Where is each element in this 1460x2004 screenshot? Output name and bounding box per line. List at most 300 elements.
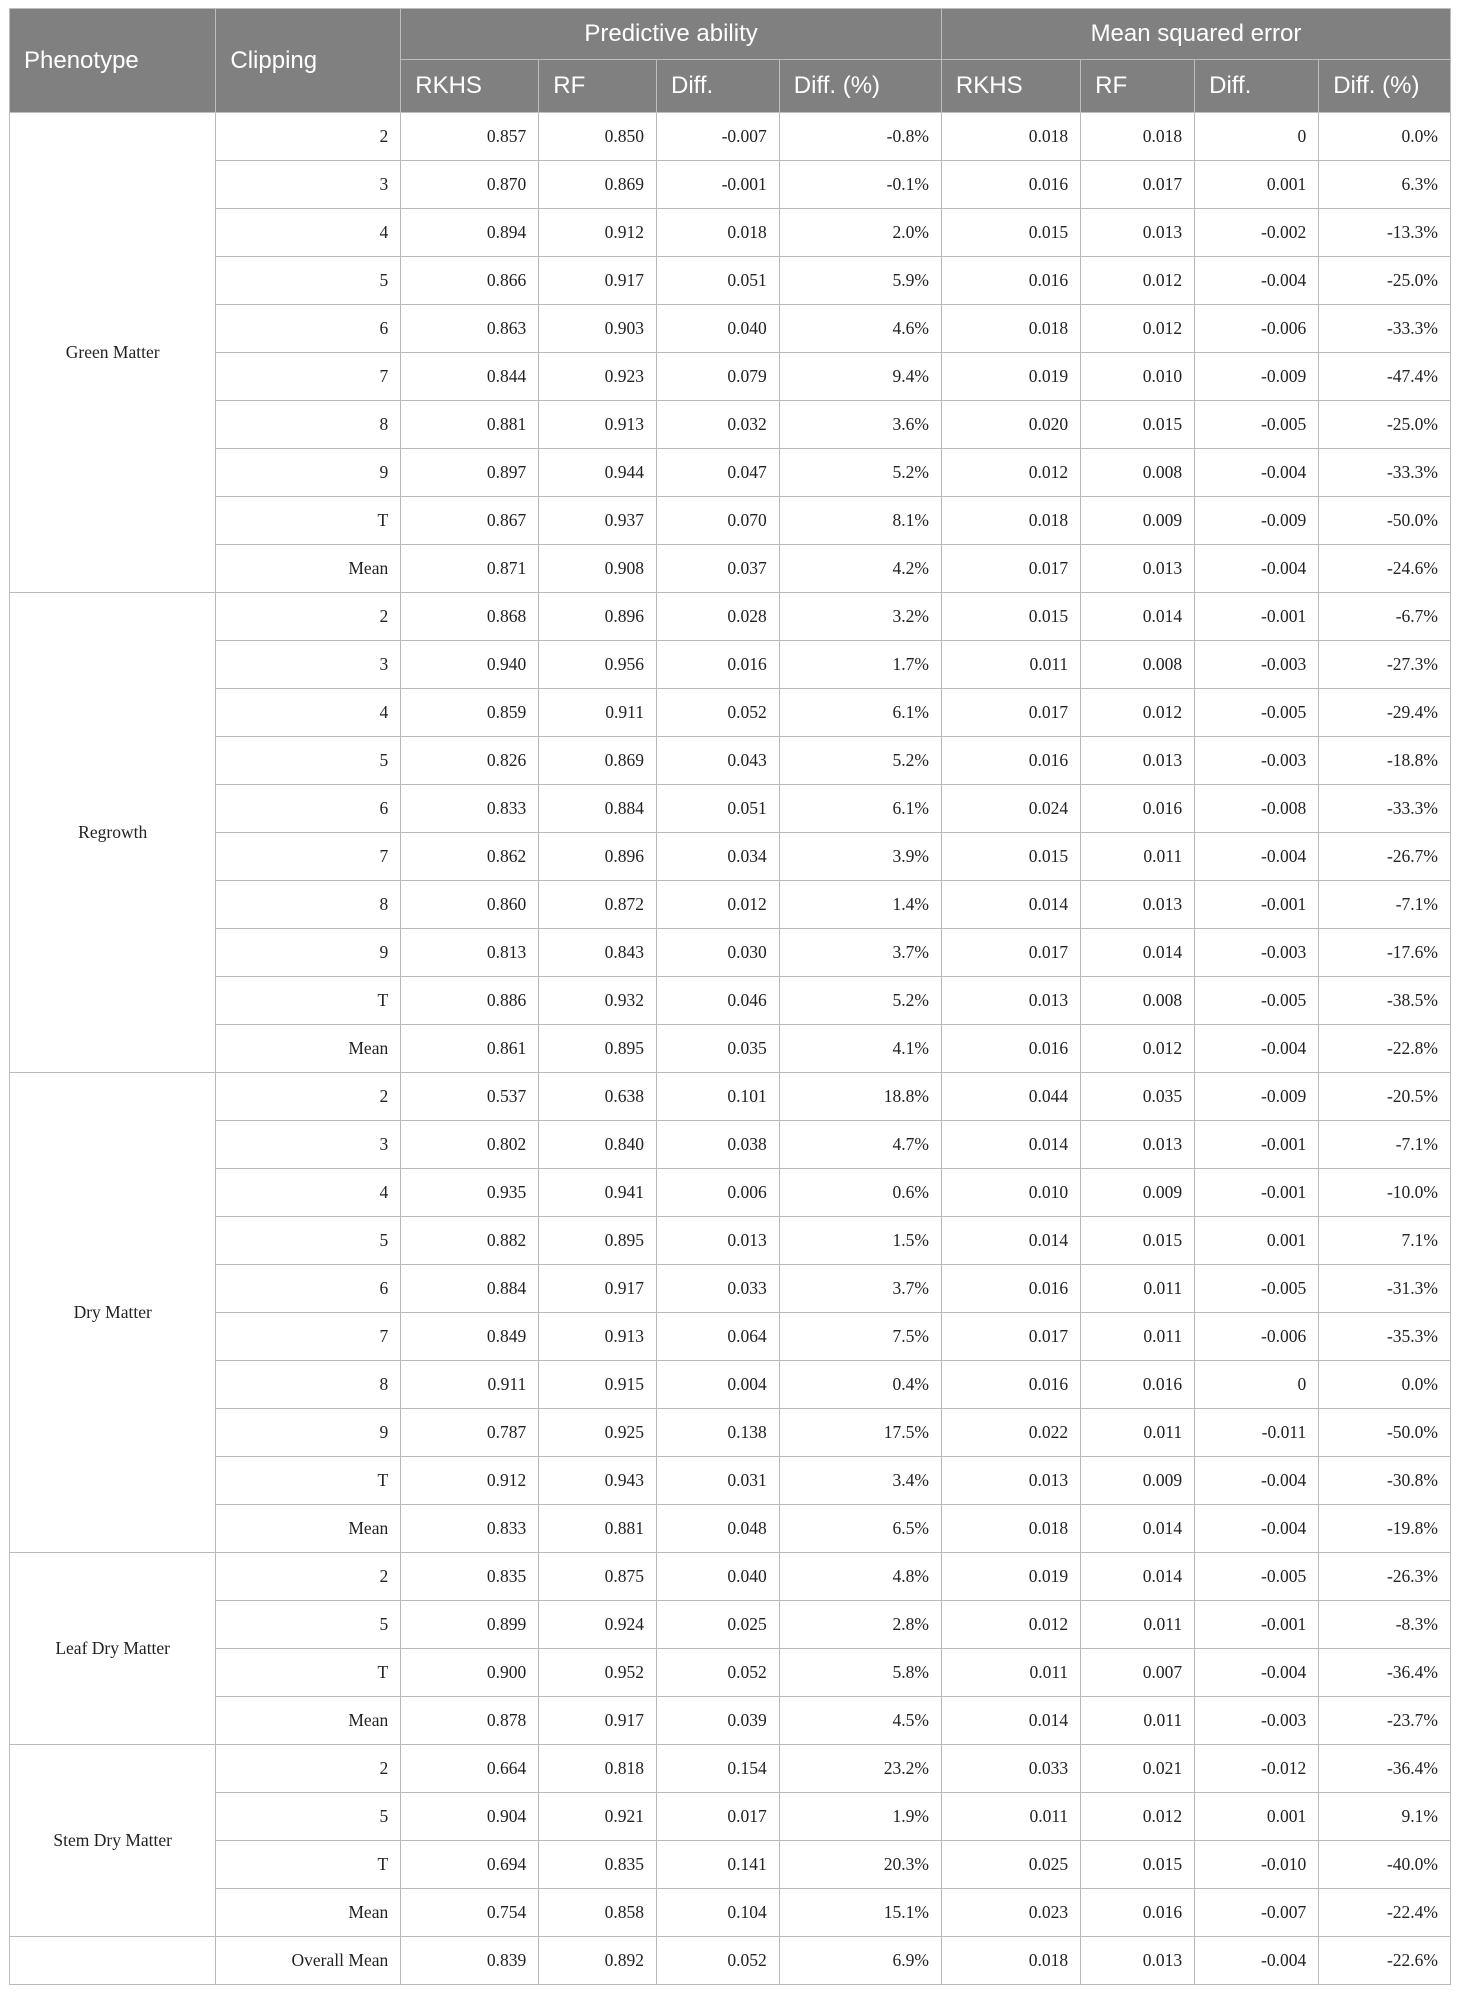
- pa-diff-cell: 0.040: [656, 1553, 779, 1601]
- header-mse-diff-pct: Diff. (%): [1319, 60, 1451, 113]
- pa-rf-cell: 0.895: [539, 1217, 657, 1265]
- mse-rf-cell: 0.017: [1081, 161, 1195, 209]
- mse-rf-cell: 0.009: [1081, 1457, 1195, 1505]
- pa-rkhs-cell: 0.787: [401, 1409, 539, 1457]
- pa-diff-pct-cell: 3.9%: [779, 833, 941, 881]
- pa-rkhs-cell: 0.849: [401, 1313, 539, 1361]
- table-row: [10, 1793, 1451, 1841]
- mse-rkhs-cell: 0.010: [941, 1169, 1080, 1217]
- pa-rkhs-cell: 0.897: [401, 449, 539, 497]
- pa-diff-pct-cell: 5.8%: [779, 1649, 941, 1697]
- pa-rf-cell: 0.881: [539, 1505, 657, 1553]
- mse-rf-cell: 0.015: [1081, 1841, 1195, 1889]
- table-row: [10, 1025, 1451, 1073]
- clipping-cell: 5: [216, 1601, 401, 1649]
- pa-rf-cell: 0.835: [539, 1841, 657, 1889]
- pa-rkhs-cell: 0.694: [401, 1841, 539, 1889]
- pa-rf-cell: 0.915: [539, 1361, 657, 1409]
- pa-rkhs-cell: 0.866: [401, 257, 539, 305]
- pa-diff-cell: 0.154: [656, 1745, 779, 1793]
- table-row: [10, 1889, 1451, 1937]
- mse-rkhs-cell: 0.015: [941, 833, 1080, 881]
- header-mean-squared-error: Mean squared error: [941, 9, 1450, 60]
- mse-diff-pct-cell: -33.3%: [1319, 305, 1451, 353]
- mse-diff-cell: 0.001: [1195, 161, 1319, 209]
- pa-diff-cell: 0.047: [656, 449, 779, 497]
- pa-diff-pct-cell: 23.2%: [779, 1745, 941, 1793]
- pa-diff-pct-cell: 4.2%: [779, 545, 941, 593]
- mse-diff-pct-cell: -26.7%: [1319, 833, 1451, 881]
- pa-diff-cell: 0.040: [656, 305, 779, 353]
- pa-rf-cell: 0.884: [539, 785, 657, 833]
- pa-diff-pct-cell: 6.1%: [779, 785, 941, 833]
- mse-rkhs-cell: 0.018: [941, 113, 1080, 161]
- pa-rf-cell: 0.840: [539, 1121, 657, 1169]
- pa-diff-pct-cell: -0.1%: [779, 161, 941, 209]
- mse-rf-cell: 0.012: [1081, 689, 1195, 737]
- pa-rf-cell: 0.917: [539, 257, 657, 305]
- table-row: [10, 1121, 1451, 1169]
- pa-diff-cell: 0.037: [656, 545, 779, 593]
- mse-rf-cell: 0.014: [1081, 593, 1195, 641]
- mse-rf-cell: 0.014: [1081, 929, 1195, 977]
- mse-diff-cell: -0.004: [1195, 1937, 1319, 1985]
- table-row: [10, 689, 1451, 737]
- mse-rf-cell: 0.016: [1081, 785, 1195, 833]
- pa-diff-cell: 0.048: [656, 1505, 779, 1553]
- mse-diff-pct-cell: -6.7%: [1319, 593, 1451, 641]
- pa-diff-pct-cell: 7.5%: [779, 1313, 941, 1361]
- mse-rkhs-cell: 0.016: [941, 737, 1080, 785]
- header-mse-rkhs: RKHS: [941, 60, 1080, 113]
- mse-rf-cell: 0.013: [1081, 1937, 1195, 1985]
- pa-diff-cell: 0.052: [656, 1937, 779, 1985]
- pa-rkhs-cell: 0.882: [401, 1217, 539, 1265]
- pa-diff-pct-cell: 6.1%: [779, 689, 941, 737]
- pa-diff-pct-cell: 1.9%: [779, 1793, 941, 1841]
- pa-rf-cell: 0.925: [539, 1409, 657, 1457]
- phenotype-cell: Leaf Dry Matter: [10, 1553, 216, 1745]
- table-row: [10, 257, 1451, 305]
- pa-diff-cell: 0.043: [656, 737, 779, 785]
- mse-rkhs-cell: 0.013: [941, 1457, 1080, 1505]
- pa-rf-cell: 0.932: [539, 977, 657, 1025]
- pa-rkhs-cell: 0.802: [401, 1121, 539, 1169]
- mse-diff-pct-cell: -35.3%: [1319, 1313, 1451, 1361]
- clipping-cell: Mean: [216, 1505, 401, 1553]
- mse-diff-cell: -0.004: [1195, 1025, 1319, 1073]
- mse-diff-cell: -0.001: [1195, 593, 1319, 641]
- pa-rkhs-cell: 0.826: [401, 737, 539, 785]
- clipping-cell: T: [216, 1457, 401, 1505]
- table-row: [10, 593, 1451, 641]
- pa-diff-pct-cell: -0.8%: [779, 113, 941, 161]
- mse-rkhs-cell: 0.013: [941, 977, 1080, 1025]
- clipping-cell: 5: [216, 737, 401, 785]
- mse-diff-pct-cell: -13.3%: [1319, 209, 1451, 257]
- pa-diff-cell: 0.018: [656, 209, 779, 257]
- pa-rkhs-cell: 0.871: [401, 545, 539, 593]
- clipping-cell: 3: [216, 641, 401, 689]
- pa-rf-cell: 0.638: [539, 1073, 657, 1121]
- pa-diff-pct-cell: 0.6%: [779, 1169, 941, 1217]
- mse-rkhs-cell: 0.019: [941, 1553, 1080, 1601]
- pa-rf-cell: 0.896: [539, 593, 657, 641]
- pa-diff-cell: 0.017: [656, 1793, 779, 1841]
- table-row: [10, 545, 1451, 593]
- mse-rkhs-cell: 0.011: [941, 1649, 1080, 1697]
- mse-rkhs-cell: 0.015: [941, 593, 1080, 641]
- pa-diff-pct-cell: 4.8%: [779, 1553, 941, 1601]
- table-row: [10, 1505, 1451, 1553]
- table-row: [10, 1169, 1451, 1217]
- clipping-cell: T: [216, 1649, 401, 1697]
- mse-rkhs-cell: 0.020: [941, 401, 1080, 449]
- mse-rkhs-cell: 0.033: [941, 1745, 1080, 1793]
- mse-rkhs-cell: 0.018: [941, 305, 1080, 353]
- mse-diff-cell: -0.001: [1195, 1121, 1319, 1169]
- mse-diff-cell: 0: [1195, 113, 1319, 161]
- mse-diff-cell: -0.005: [1195, 1265, 1319, 1313]
- pa-diff-cell: 0.013: [656, 1217, 779, 1265]
- pa-rf-cell: 0.943: [539, 1457, 657, 1505]
- clipping-cell: 5: [216, 257, 401, 305]
- pa-rf-cell: 0.908: [539, 545, 657, 593]
- mse-rkhs-cell: 0.022: [941, 1409, 1080, 1457]
- pa-rkhs-cell: 0.860: [401, 881, 539, 929]
- table-row: [10, 881, 1451, 929]
- pa-rkhs-cell: 0.833: [401, 785, 539, 833]
- pa-rf-cell: 0.912: [539, 209, 657, 257]
- results-table-container: [9, 8, 1451, 1985]
- pa-rkhs-cell: 0.868: [401, 593, 539, 641]
- mse-diff-pct-cell: 6.3%: [1319, 161, 1451, 209]
- mse-rf-cell: 0.011: [1081, 1697, 1195, 1745]
- pa-rkhs-cell: 0.833: [401, 1505, 539, 1553]
- mse-rf-cell: 0.018: [1081, 113, 1195, 161]
- pa-diff-pct-cell: 4.7%: [779, 1121, 941, 1169]
- pa-diff-pct-cell: 4.6%: [779, 305, 941, 353]
- mse-rkhs-cell: 0.016: [941, 1265, 1080, 1313]
- mse-rkhs-cell: 0.017: [941, 545, 1080, 593]
- header-mse-diff: Diff.: [1195, 60, 1319, 113]
- pa-diff-cell: 0.138: [656, 1409, 779, 1457]
- table-row: [10, 1649, 1451, 1697]
- mse-diff-cell: -0.005: [1195, 1553, 1319, 1601]
- mse-diff-cell: -0.009: [1195, 1073, 1319, 1121]
- mse-rkhs-cell: 0.019: [941, 353, 1080, 401]
- pa-rf-cell: 0.913: [539, 1313, 657, 1361]
- mse-diff-pct-cell: -36.4%: [1319, 1649, 1451, 1697]
- mse-diff-cell: -0.004: [1195, 257, 1319, 305]
- pa-diff-pct-cell: 3.7%: [779, 929, 941, 977]
- mse-diff-cell: -0.003: [1195, 737, 1319, 785]
- mse-rkhs-cell: 0.014: [941, 1121, 1080, 1169]
- clipping-cell: Mean: [216, 545, 401, 593]
- pa-rf-cell: 0.924: [539, 1601, 657, 1649]
- clipping-cell: Mean: [216, 1889, 401, 1937]
- table-row: [10, 1697, 1451, 1745]
- mse-rf-cell: 0.035: [1081, 1073, 1195, 1121]
- table-row: [10, 497, 1451, 545]
- pa-rf-cell: 0.850: [539, 113, 657, 161]
- mse-rf-cell: 0.015: [1081, 401, 1195, 449]
- mse-rf-cell: 0.014: [1081, 1505, 1195, 1553]
- overall-mean-label: Overall Mean: [216, 1937, 401, 1985]
- pa-diff-cell: 0.006: [656, 1169, 779, 1217]
- pa-diff-pct-cell: 5.2%: [779, 737, 941, 785]
- header-pa-rkhs: RKHS: [401, 60, 539, 113]
- clipping-cell: 5: [216, 1217, 401, 1265]
- mse-diff-cell: -0.004: [1195, 449, 1319, 497]
- pa-diff-pct-cell: 1.5%: [779, 1217, 941, 1265]
- mse-rf-cell: 0.013: [1081, 545, 1195, 593]
- clipping-cell: 9: [216, 929, 401, 977]
- clipping-cell: 7: [216, 1313, 401, 1361]
- pa-diff-pct-cell: 9.4%: [779, 353, 941, 401]
- mse-diff-pct-cell: 0.0%: [1319, 1361, 1451, 1409]
- table-row: [10, 305, 1451, 353]
- clipping-cell: T: [216, 1841, 401, 1889]
- pa-diff-pct-cell: 17.5%: [779, 1409, 941, 1457]
- pa-rkhs-cell: 0.857: [401, 113, 539, 161]
- mse-rf-cell: 0.008: [1081, 449, 1195, 497]
- pa-rkhs-cell: 0.839: [401, 1937, 539, 1985]
- mse-diff-pct-cell: -23.7%: [1319, 1697, 1451, 1745]
- pa-rf-cell: 0.941: [539, 1169, 657, 1217]
- pa-rkhs-cell: 0.900: [401, 1649, 539, 1697]
- mse-rf-cell: 0.007: [1081, 1649, 1195, 1697]
- mse-diff-pct-cell: -30.8%: [1319, 1457, 1451, 1505]
- pa-rkhs-cell: 0.863: [401, 305, 539, 353]
- pa-rf-cell: 0.917: [539, 1697, 657, 1745]
- mse-diff-pct-cell: 9.1%: [1319, 1793, 1451, 1841]
- mse-diff-cell: -0.006: [1195, 1313, 1319, 1361]
- table-row: [10, 1361, 1451, 1409]
- pa-rkhs-cell: 0.813: [401, 929, 539, 977]
- mse-rf-cell: 0.014: [1081, 1553, 1195, 1601]
- mse-diff-cell: -0.001: [1195, 1601, 1319, 1649]
- pa-rkhs-cell: 0.862: [401, 833, 539, 881]
- mse-rf-cell: 0.011: [1081, 1409, 1195, 1457]
- mse-rkhs-cell: 0.014: [941, 881, 1080, 929]
- pa-diff-pct-cell: 6.5%: [779, 1505, 941, 1553]
- pa-diff-pct-cell: 5.9%: [779, 257, 941, 305]
- mse-diff-cell: -0.011: [1195, 1409, 1319, 1457]
- mse-rf-cell: 0.016: [1081, 1361, 1195, 1409]
- mse-rkhs-cell: 0.025: [941, 1841, 1080, 1889]
- pa-rf-cell: 0.818: [539, 1745, 657, 1793]
- clipping-cell: 5: [216, 1793, 401, 1841]
- pa-rf-cell: 0.892: [539, 1937, 657, 1985]
- table-row: [10, 209, 1451, 257]
- table-row: [10, 929, 1451, 977]
- mse-diff-cell: -0.005: [1195, 689, 1319, 737]
- mse-diff-cell: -0.010: [1195, 1841, 1319, 1889]
- clipping-cell: 2: [216, 1553, 401, 1601]
- pa-diff-pct-cell: 8.1%: [779, 497, 941, 545]
- table-row: [10, 1409, 1451, 1457]
- mse-rkhs-cell: 0.011: [941, 641, 1080, 689]
- pa-diff-cell: 0.033: [656, 1265, 779, 1313]
- pa-rkhs-cell: 0.912: [401, 1457, 539, 1505]
- table-row: [10, 401, 1451, 449]
- mse-diff-cell: 0.001: [1195, 1217, 1319, 1265]
- pa-rf-cell: 0.921: [539, 1793, 657, 1841]
- table-row: [10, 1745, 1451, 1793]
- clipping-cell: 9: [216, 449, 401, 497]
- pa-diff-cell: 0.035: [656, 1025, 779, 1073]
- clipping-cell: 3: [216, 161, 401, 209]
- mse-diff-cell: -0.005: [1195, 401, 1319, 449]
- pa-rkhs-cell: 0.859: [401, 689, 539, 737]
- mse-diff-cell: -0.004: [1195, 1505, 1319, 1553]
- table-body: [10, 113, 1451, 1985]
- phenotype-cell: Dry Matter: [10, 1073, 216, 1553]
- clipping-cell: 3: [216, 1121, 401, 1169]
- table-row: [10, 1841, 1451, 1889]
- mse-diff-cell: -0.001: [1195, 881, 1319, 929]
- mse-diff-cell: -0.009: [1195, 497, 1319, 545]
- mse-diff-pct-cell: 7.1%: [1319, 1217, 1451, 1265]
- mse-rkhs-cell: 0.016: [941, 1025, 1080, 1073]
- pa-rkhs-cell: 0.940: [401, 641, 539, 689]
- mse-diff-pct-cell: -25.0%: [1319, 257, 1451, 305]
- mse-diff-pct-cell: -22.6%: [1319, 1937, 1451, 1985]
- pa-rkhs-cell: 0.911: [401, 1361, 539, 1409]
- pa-diff-cell: 0.012: [656, 881, 779, 929]
- pa-diff-cell: -0.001: [656, 161, 779, 209]
- pa-diff-pct-cell: 1.4%: [779, 881, 941, 929]
- clipping-cell: 2: [216, 593, 401, 641]
- pa-diff-cell: 0.070: [656, 497, 779, 545]
- mse-diff-cell: -0.004: [1195, 545, 1319, 593]
- mse-rf-cell: 0.016: [1081, 1889, 1195, 1937]
- pa-rkhs-cell: 0.886: [401, 977, 539, 1025]
- mse-diff-pct-cell: -7.1%: [1319, 1121, 1451, 1169]
- pa-diff-cell: 0.032: [656, 401, 779, 449]
- pa-diff-cell: 0.046: [656, 977, 779, 1025]
- pa-rkhs-cell: 0.878: [401, 1697, 539, 1745]
- mse-diff-pct-cell: -33.3%: [1319, 785, 1451, 833]
- mse-diff-pct-cell: -33.3%: [1319, 449, 1451, 497]
- mse-rkhs-cell: 0.018: [941, 1937, 1080, 1985]
- mse-rkhs-cell: 0.017: [941, 689, 1080, 737]
- header-clipping: Clipping: [216, 9, 401, 113]
- clipping-cell: 2: [216, 1745, 401, 1793]
- mse-diff-pct-cell: -10.0%: [1319, 1169, 1451, 1217]
- mse-rf-cell: 0.013: [1081, 1121, 1195, 1169]
- clipping-cell: 2: [216, 1073, 401, 1121]
- mse-diff-cell: -0.004: [1195, 1649, 1319, 1697]
- mse-rf-cell: 0.008: [1081, 977, 1195, 1025]
- table-row: [10, 449, 1451, 497]
- mse-diff-pct-cell: -22.4%: [1319, 1889, 1451, 1937]
- clipping-cell: 4: [216, 1169, 401, 1217]
- mse-rf-cell: 0.012: [1081, 305, 1195, 353]
- mse-diff-pct-cell: -40.0%: [1319, 1841, 1451, 1889]
- clipping-cell: Mean: [216, 1697, 401, 1745]
- mse-diff-cell: -0.007: [1195, 1889, 1319, 1937]
- mse-diff-cell: 0: [1195, 1361, 1319, 1409]
- mse-rkhs-cell: 0.014: [941, 1217, 1080, 1265]
- pa-diff-pct-cell: 4.5%: [779, 1697, 941, 1745]
- pa-diff-cell: 0.104: [656, 1889, 779, 1937]
- clipping-cell: 2: [216, 113, 401, 161]
- mse-diff-pct-cell: -19.8%: [1319, 1505, 1451, 1553]
- pa-rkhs-cell: 0.835: [401, 1553, 539, 1601]
- mse-diff-pct-cell: -47.4%: [1319, 353, 1451, 401]
- mse-diff-pct-cell: -27.3%: [1319, 641, 1451, 689]
- pa-diff-cell: 0.039: [656, 1697, 779, 1745]
- table-row: [10, 833, 1451, 881]
- pa-rkhs-cell: 0.754: [401, 1889, 539, 1937]
- mse-rf-cell: 0.011: [1081, 1265, 1195, 1313]
- mse-rf-cell: 0.013: [1081, 209, 1195, 257]
- pa-rf-cell: 0.858: [539, 1889, 657, 1937]
- pa-rf-cell: 0.843: [539, 929, 657, 977]
- clipping-cell: 9: [216, 1409, 401, 1457]
- pa-diff-cell: 0.052: [656, 689, 779, 737]
- pa-rkhs-cell: 0.861: [401, 1025, 539, 1073]
- mse-diff-cell: -0.002: [1195, 209, 1319, 257]
- mse-diff-pct-cell: -25.0%: [1319, 401, 1451, 449]
- mse-diff-cell: -0.009: [1195, 353, 1319, 401]
- mse-rf-cell: 0.012: [1081, 1025, 1195, 1073]
- pa-diff-pct-cell: 1.7%: [779, 641, 941, 689]
- mse-rf-cell: 0.011: [1081, 1601, 1195, 1649]
- pa-diff-pct-cell: 3.4%: [779, 1457, 941, 1505]
- pa-rkhs-cell: 0.537: [401, 1073, 539, 1121]
- pa-diff-pct-cell: 18.8%: [779, 1073, 941, 1121]
- pa-rf-cell: 0.895: [539, 1025, 657, 1073]
- mse-diff-pct-cell: -20.5%: [1319, 1073, 1451, 1121]
- mse-rf-cell: 0.015: [1081, 1217, 1195, 1265]
- table-row: [10, 1601, 1451, 1649]
- pa-rkhs-cell: 0.844: [401, 353, 539, 401]
- pa-diff-pct-cell: 6.9%: [779, 1937, 941, 1985]
- mse-rf-cell: 0.013: [1081, 881, 1195, 929]
- pa-rkhs-cell: 0.870: [401, 161, 539, 209]
- results-table: [9, 8, 1451, 1985]
- mse-rkhs-cell: 0.016: [941, 257, 1080, 305]
- header-predictive-ability: Predictive ability: [401, 9, 942, 60]
- table-row: [10, 353, 1451, 401]
- mse-diff-cell: -0.003: [1195, 929, 1319, 977]
- mse-diff-pct-cell: -36.4%: [1319, 1745, 1451, 1793]
- mse-diff-cell: -0.006: [1195, 305, 1319, 353]
- clipping-cell: T: [216, 977, 401, 1025]
- pa-rf-cell: 0.923: [539, 353, 657, 401]
- phenotype-cell: Green Matter: [10, 113, 216, 593]
- table-row: [10, 1217, 1451, 1265]
- pa-rf-cell: 0.875: [539, 1553, 657, 1601]
- pa-rkhs-cell: 0.894: [401, 209, 539, 257]
- pa-diff-pct-cell: 5.2%: [779, 449, 941, 497]
- mse-diff-pct-cell: -50.0%: [1319, 1409, 1451, 1457]
- pa-diff-pct-cell: 2.8%: [779, 1601, 941, 1649]
- mse-diff-pct-cell: -24.6%: [1319, 545, 1451, 593]
- mse-rkhs-cell: 0.018: [941, 497, 1080, 545]
- clipping-cell: 8: [216, 881, 401, 929]
- mse-rf-cell: 0.012: [1081, 257, 1195, 305]
- table-row: [10, 785, 1451, 833]
- pa-rf-cell: 0.944: [539, 449, 657, 497]
- pa-rf-cell: 0.869: [539, 737, 657, 785]
- pa-rkhs-cell: 0.884: [401, 1265, 539, 1313]
- table-row: [10, 1457, 1451, 1505]
- clipping-cell: 7: [216, 833, 401, 881]
